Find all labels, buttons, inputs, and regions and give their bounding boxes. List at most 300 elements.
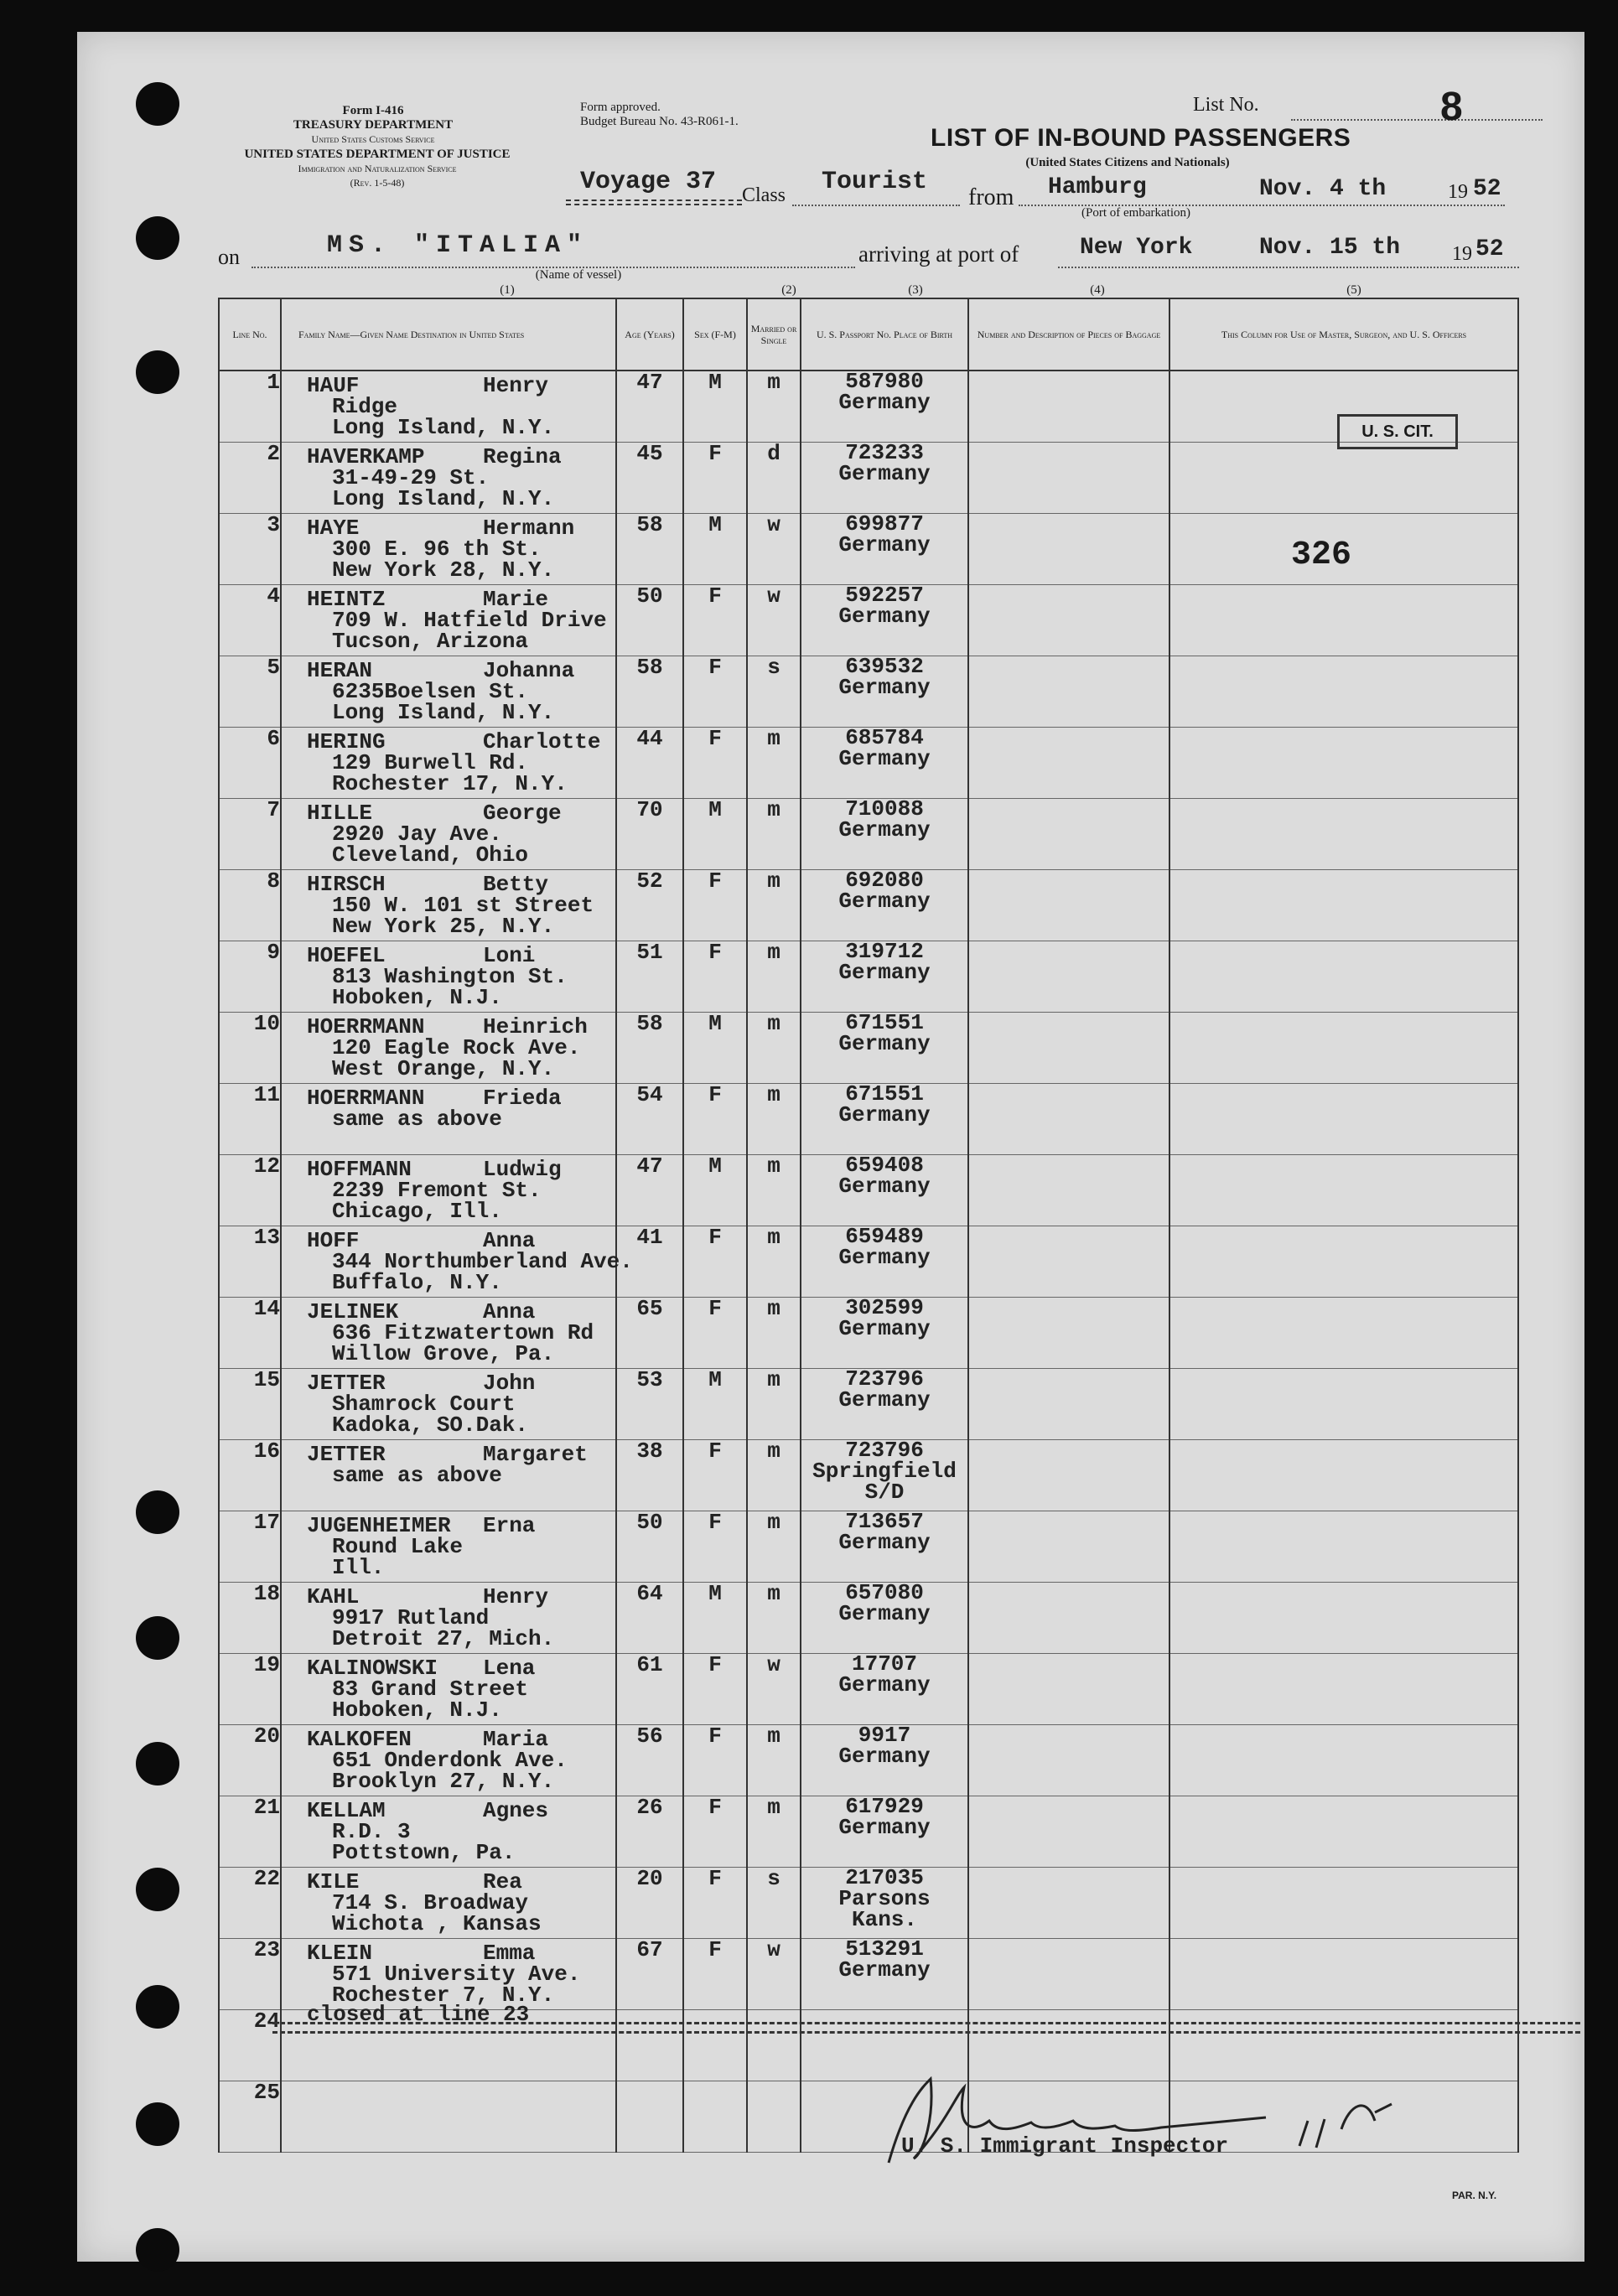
passport-cell: [801, 1226, 968, 1298]
address-line-1: same as above: [332, 1463, 502, 1488]
family-name: HOEFEL: [307, 943, 386, 968]
address-line-1: 6235Boelsen St.: [332, 679, 529, 704]
customs-label: United States Customs Service: [311, 133, 435, 145]
address-line-1: 344 Northumberland Ave.: [332, 1249, 633, 1274]
sex-cell: F: [683, 1298, 747, 1369]
header-baggage: Number and Description of Pieces of Baggage: [968, 298, 1169, 371]
passport-number: 723796: [845, 1366, 924, 1392]
name-cell: [281, 1298, 616, 1369]
officer-cell: [1169, 656, 1518, 728]
line-number: 10: [219, 1013, 281, 1084]
address-line-2: Tucson, Arizona: [332, 629, 529, 654]
family-name: HILLE: [307, 801, 373, 826]
address-line-2: Kadoka, SO.Dak.: [332, 1412, 529, 1438]
family-name: KLEIN: [307, 1941, 373, 1966]
address-line-1: 300 E. 96 th St.: [332, 536, 542, 562]
line-number: 16: [219, 1440, 281, 1511]
table-row: [219, 1226, 1518, 1298]
age-cell: [616, 2081, 683, 2153]
arrival-date: Nov. 15 th: [1259, 235, 1401, 261]
sex-cell: F: [683, 1868, 747, 1939]
name-cell: [281, 443, 616, 514]
age-cell: 44: [616, 728, 683, 799]
marital-cell: w: [747, 1654, 801, 1725]
list-number-line: [1291, 119, 1543, 121]
passport-cell: [801, 1725, 968, 1796]
address-line-2: New York 28, N.Y.: [332, 557, 555, 583]
sex-cell: F: [683, 1796, 747, 1868]
baggage-cell: [968, 870, 1169, 941]
footer-mark: PAR. N.Y.: [1452, 2190, 1497, 2201]
closed-note: closed at line 23: [307, 2002, 530, 2027]
line-number: 25: [219, 2081, 281, 2153]
sex-cell: F: [683, 1440, 747, 1511]
given-name: Betty: [483, 872, 549, 897]
col-num-1: (1): [500, 283, 515, 297]
sex-cell: [683, 2081, 747, 2153]
table-row: [219, 1155, 1518, 1226]
address-line-2: Wichota , Kansas: [332, 1911, 542, 1936]
passport-cell: [801, 796, 968, 870]
given-name: Regina: [483, 444, 562, 469]
marital-cell: s: [747, 656, 801, 728]
address-line-1: 31-49-29 St.: [332, 465, 490, 490]
place-of-birth: Germany: [838, 1815, 931, 1840]
given-name: Anna: [483, 1228, 536, 1253]
officer-cell: [1169, 1013, 1518, 1084]
name-cell: [281, 1583, 616, 1654]
baggage-cell: [968, 1298, 1169, 1369]
baggage-cell: [968, 1725, 1169, 1796]
passport-cell: [801, 1511, 968, 1583]
table-row: [219, 1796, 1518, 1868]
age-cell: 45: [616, 443, 683, 514]
col-num-4: (4): [1090, 283, 1105, 297]
table-row: [219, 1084, 1518, 1155]
place-of-birth: Germany: [838, 461, 931, 486]
officer-cell: [1169, 1084, 1518, 1155]
passport-cell: [801, 1796, 968, 1868]
header-age: Age (Years): [616, 298, 683, 371]
place-of-birth: Germany: [838, 1245, 931, 1270]
sex-cell: M: [683, 371, 747, 443]
officer-cell: [1169, 1226, 1518, 1298]
age-cell: 41: [616, 1226, 683, 1298]
passport-number: 639532: [845, 654, 924, 679]
baggage-cell: [968, 728, 1169, 799]
from-label: from: [968, 184, 1014, 210]
marital-cell: s: [747, 1868, 801, 1939]
us-cit-stamp: U. S. CIT.: [1337, 414, 1458, 449]
name-cell: [281, 2081, 616, 2153]
place-of-birth: Germany: [838, 960, 931, 985]
sex-cell: M: [683, 1155, 747, 1226]
passport-number: 617929: [845, 1794, 924, 1819]
vessel-note: (Name of vessel): [535, 268, 622, 282]
table-row: [219, 585, 1518, 656]
address-line-1: 2239 Fremont St.: [332, 1178, 542, 1203]
name-cell: [281, 1226, 633, 1298]
given-name: Lena: [483, 1656, 536, 1681]
passport-number: 685784: [845, 725, 924, 750]
arrival-year: 52: [1475, 236, 1504, 262]
table-row: [219, 1583, 1518, 1654]
list-number-value: 8: [1440, 85, 1463, 129]
ins-label: Immigration and Naturalization Service: [298, 163, 457, 174]
table-row: [219, 799, 1518, 870]
age-cell: 67: [616, 1939, 683, 2010]
given-name: Agnes: [483, 1798, 549, 1823]
passport-number: 9917: [858, 1723, 911, 1748]
age-cell: 20: [616, 1868, 683, 1939]
marital-cell: m: [747, 728, 801, 799]
passport-number: 513291: [845, 1936, 924, 1962]
line-number: 4: [219, 585, 281, 656]
officer-cell: [1169, 1155, 1518, 1226]
class-value: Tourist: [822, 168, 928, 196]
table-row: [219, 870, 1518, 941]
col-num-2: (2): [781, 283, 796, 297]
marital-cell: m: [747, 1583, 801, 1654]
name-cell: [281, 1155, 616, 1226]
officer-cell: [1169, 799, 1518, 870]
name-cell: [281, 371, 616, 443]
name-cell: [281, 656, 616, 728]
marital-cell: m: [747, 1440, 801, 1511]
officer-cell: [1169, 1583, 1518, 1654]
age-cell: 50: [616, 585, 683, 656]
name-cell: [281, 1654, 616, 1725]
address-line-1: Shamrock Court: [332, 1392, 516, 1417]
address-line-1: 813 Washington St.: [332, 964, 568, 989]
sex-cell: F: [683, 1084, 747, 1155]
passport-cell: [801, 1651, 968, 1725]
name-cell: [281, 1511, 616, 1583]
table-row: [219, 1440, 1518, 1511]
baggage-cell: [968, 443, 1169, 514]
marital-cell: m: [747, 1013, 801, 1084]
address-line-2: West Orange, N.Y.: [332, 1056, 555, 1081]
address-line-1: Round Lake: [332, 1534, 464, 1559]
age-cell: 65: [616, 1298, 683, 1369]
line-number: 14: [219, 1298, 281, 1369]
given-name: George: [483, 801, 562, 826]
approval-block: [580, 101, 832, 129]
line-number: 20: [219, 1725, 281, 1796]
address-line-1: 571 University Ave.: [332, 1962, 581, 1987]
age-cell: 58: [616, 1013, 683, 1084]
passport-cell: [801, 1440, 968, 1511]
passport-number: 319712: [845, 939, 924, 964]
age-cell: 61: [616, 1654, 683, 1725]
place-of-birth: Germany: [838, 889, 931, 914]
punch-hole: [136, 82, 179, 126]
passport-cell: [801, 1865, 968, 1939]
line-number: 12: [219, 1155, 281, 1226]
place-of-birth: Germany: [838, 1672, 931, 1697]
sex-cell: M: [683, 799, 747, 870]
name-cell: [281, 870, 616, 941]
vessel-name: MS. "ITALIA": [327, 231, 589, 260]
baggage-cell: [968, 1013, 1169, 1084]
list-number-label: List No.: [1193, 94, 1259, 116]
place-of-birth: Germany: [838, 675, 931, 700]
age-cell: [616, 2010, 683, 2081]
passport-cell: [801, 371, 968, 443]
sex-cell: M: [683, 514, 747, 585]
passport-cell: [801, 656, 968, 728]
baggage-cell: [968, 941, 1169, 1013]
officer-cell: [1169, 1440, 1518, 1511]
family-name: JETTER: [307, 1371, 386, 1396]
family-name: HAVERKAMP: [307, 444, 425, 469]
line-number: 5: [219, 656, 281, 728]
line-number: 8: [219, 870, 281, 941]
officer-cell: [1169, 941, 1518, 1013]
table-row: [219, 656, 1518, 728]
marital-cell: m: [747, 799, 801, 870]
officer-note-326: 326: [1291, 536, 1352, 574]
marital-cell: m: [747, 1511, 801, 1583]
arriving-label: arriving at port of: [858, 241, 1019, 267]
place-of-birth: Germany: [838, 1102, 931, 1127]
passport-number: 659408: [845, 1153, 924, 1178]
age-cell: 54: [616, 1084, 683, 1155]
officer-cell: [1169, 870, 1518, 941]
name-cell: [281, 2002, 616, 2081]
age-cell: 38: [616, 1440, 683, 1511]
address-line-2: Ill.: [332, 1555, 385, 1580]
on-label: on: [218, 245, 240, 269]
officer-cell: [1169, 1298, 1518, 1369]
given-name: Anna: [483, 1299, 536, 1324]
table-row: [219, 1013, 1518, 1084]
passport-number: 713657: [845, 1509, 924, 1534]
passport-number: 592257: [845, 583, 924, 608]
sex-cell: F: [683, 443, 747, 514]
header-line-no: Line No.: [219, 298, 281, 371]
address-line-2: Detroit 27, Mich.: [332, 1626, 555, 1651]
passport-number: 723796: [845, 1438, 924, 1463]
marital-cell: m: [747, 371, 801, 443]
place-of-birth: Germany: [838, 390, 931, 415]
address-line-2: Brooklyn 27, N.Y.: [332, 1769, 555, 1794]
revision-label: (Rev. 1-5-48): [350, 177, 405, 189]
passport-cell: [801, 440, 968, 514]
place-of-birth: Germany: [838, 1031, 931, 1056]
marital-cell: m: [747, 870, 801, 941]
sex-cell: F: [683, 870, 747, 941]
baggage-cell: [968, 1583, 1169, 1654]
passport-cell: [801, 1155, 968, 1226]
passport-cell: [801, 585, 968, 656]
baggage-cell: [968, 585, 1169, 656]
age-cell: 51: [616, 941, 683, 1013]
given-name: Hermann: [483, 516, 575, 541]
header-passport: U. S. Passport No. Place of Birth: [801, 298, 968, 371]
address-line-1: 9917 Rutland: [332, 1605, 490, 1630]
line-number: 3: [219, 514, 281, 585]
baggage-cell: [968, 1511, 1169, 1583]
family-name: HOFFMANN: [307, 1157, 412, 1182]
passport-number: 587980: [845, 369, 924, 394]
age-cell: 26: [616, 1796, 683, 1868]
family-name: KELLAM: [307, 1798, 386, 1823]
given-name: Loni: [483, 943, 536, 968]
passport-cell: [801, 870, 968, 941]
voyage-value: Voyage 37: [580, 168, 717, 196]
address-line-1: 129 Burwell Rd.: [332, 750, 529, 775]
table-row: [219, 1868, 1518, 1939]
line-number: 11: [219, 1084, 281, 1155]
table-row: [219, 941, 1518, 1013]
punch-hole: [136, 350, 179, 394]
line-number: 21: [219, 1796, 281, 1868]
passport-number: 699877: [845, 511, 924, 536]
line-number: 1: [219, 371, 281, 443]
baggage-cell: [968, 1868, 1169, 1939]
marital-cell: [747, 2010, 801, 2081]
depart-year: 52: [1473, 176, 1501, 202]
given-name: Henry: [483, 373, 549, 398]
table-row: [219, 1298, 1518, 1369]
age-cell: 53: [616, 1369, 683, 1440]
header-married: Married or Single: [747, 298, 801, 371]
closing-dashed-line: [272, 2022, 1580, 2034]
marital-cell: m: [747, 1155, 801, 1226]
address-line-1: 120 Eagle Rock Ave.: [332, 1035, 581, 1060]
sex-cell: F: [683, 1511, 747, 1583]
passport-cell: [801, 1010, 968, 1084]
address-line-1: 150 W. 101 st Street: [332, 893, 594, 918]
name-cell: [281, 941, 616, 1013]
depart-date: Nov. 4 th: [1259, 176, 1387, 202]
address-line-2: Long Island, N.Y.: [332, 415, 555, 440]
marital-cell: [747, 2081, 801, 2153]
address-line-2: Willow Grove, Pa.: [332, 1341, 555, 1366]
given-name: Maria: [483, 1727, 549, 1752]
table-row: [219, 1654, 1518, 1725]
place-of-birth: Germany: [838, 1387, 931, 1412]
place-of-birth: Germany: [838, 1744, 931, 1769]
place-of-birth: Germany: [838, 1174, 931, 1199]
line-number: 22: [219, 1868, 281, 1939]
header-name: Family Name—Given Name Destination in United States: [281, 298, 616, 371]
given-name: Ludwig: [483, 1157, 562, 1182]
document-title: LIST OF IN-BOUND PASSENGERS: [931, 124, 1351, 152]
officer-cell: [1169, 1369, 1518, 1440]
family-name: KALKOFEN: [307, 1727, 412, 1752]
place-of-birth: Germany: [838, 532, 931, 557]
address-line-2: Pottstown, Pa.: [332, 1840, 516, 1865]
address-line-1: 651 Onderdonk Ave.: [332, 1748, 568, 1773]
given-name: Rea: [483, 1869, 522, 1894]
family-name: HOERRMANN: [307, 1086, 425, 1111]
arrival-port: New York: [1080, 235, 1193, 261]
table-row: [219, 371, 1518, 443]
family-name: KAHL: [307, 1584, 360, 1609]
line-number: 23: [219, 1939, 281, 2010]
sex-cell: [683, 2010, 747, 2081]
sex-cell: F: [683, 1725, 747, 1796]
baggage-cell: [968, 1226, 1169, 1298]
form-number: Form I-416: [342, 104, 404, 117]
given-name: Marie: [483, 587, 549, 612]
inspector-label: U. S. Immigrant Inspector: [901, 2133, 1229, 2159]
budget-label: Budget Bureau No. 43-R061-1.: [580, 115, 739, 128]
marital-cell: w: [747, 1939, 801, 2010]
passport-number: 723233: [845, 440, 924, 465]
passport-number: 217035: [845, 1865, 924, 1890]
passport-cell: [801, 1366, 968, 1440]
passport-cell: [801, 1081, 968, 1155]
class-line: [792, 205, 960, 206]
justice-label: UNITED STATES DEPARTMENT OF JUSTICE: [244, 148, 511, 161]
age-cell: 50: [616, 1511, 683, 1583]
punch-hole: [136, 1490, 179, 1534]
line-number: 13: [219, 1226, 281, 1298]
passport-cell: [801, 725, 968, 799]
punch-hole: [136, 2102, 179, 2146]
name-cell: [281, 799, 616, 870]
place-of-birth: Germany: [838, 1601, 931, 1626]
sex-cell: M: [683, 1013, 747, 1084]
passport-cell: [801, 1295, 968, 1369]
passport-cell: [801, 1936, 968, 2010]
passport-cell: [801, 941, 968, 1013]
marital-cell: w: [747, 514, 801, 585]
name-cell: [281, 728, 616, 799]
sex-cell: F: [683, 941, 747, 1013]
punch-hole: [136, 216, 179, 260]
sex-cell: F: [683, 1939, 747, 2010]
table-row: [219, 1725, 1518, 1796]
sex-cell: F: [683, 585, 747, 656]
given-name: Henry: [483, 1584, 549, 1609]
marital-cell: d: [747, 443, 801, 514]
passport-number: 657080: [845, 1580, 924, 1605]
address-line-2: Hoboken, N.J.: [332, 985, 502, 1010]
table-row: [219, 1511, 1518, 1583]
baggage-cell: [968, 1084, 1169, 1155]
age-cell: 56: [616, 1725, 683, 1796]
address-line-2: Rochester 7, N.Y.: [332, 1982, 555, 2008]
form-agency-block: [260, 104, 486, 147]
address-line-1: 714 S. Broadway: [332, 1890, 529, 1915]
passport-cell: [801, 511, 968, 585]
passport-number: 659489: [845, 1224, 924, 1249]
place-of-birth: Springfield S/D: [812, 1459, 957, 1505]
voyage-underline: [566, 200, 742, 205]
passport-number: 692080: [845, 868, 924, 893]
line-number: 2: [219, 443, 281, 514]
place-of-birth: Germany: [838, 746, 931, 771]
passport-number: 671551: [845, 1010, 924, 1035]
address-line-1: 636 Fitzwatertown Rd: [332, 1320, 594, 1345]
family-name: JETTER: [307, 1442, 386, 1467]
name-cell: [281, 1725, 616, 1796]
header-sex: Sex (F-M): [683, 298, 747, 371]
officer-cell: [1169, 728, 1518, 799]
sex-cell: F: [683, 1226, 747, 1298]
age-cell: 70: [616, 799, 683, 870]
approved-label: Form approved.: [580, 101, 661, 114]
given-name: Johanna: [483, 658, 575, 683]
baggage-cell: [968, 1939, 1169, 2010]
document-subtitle: (United States Citizens and Nationals): [1025, 156, 1230, 169]
given-name: Margaret: [483, 1442, 588, 1467]
family-name: HOERRMANN: [307, 1014, 425, 1039]
